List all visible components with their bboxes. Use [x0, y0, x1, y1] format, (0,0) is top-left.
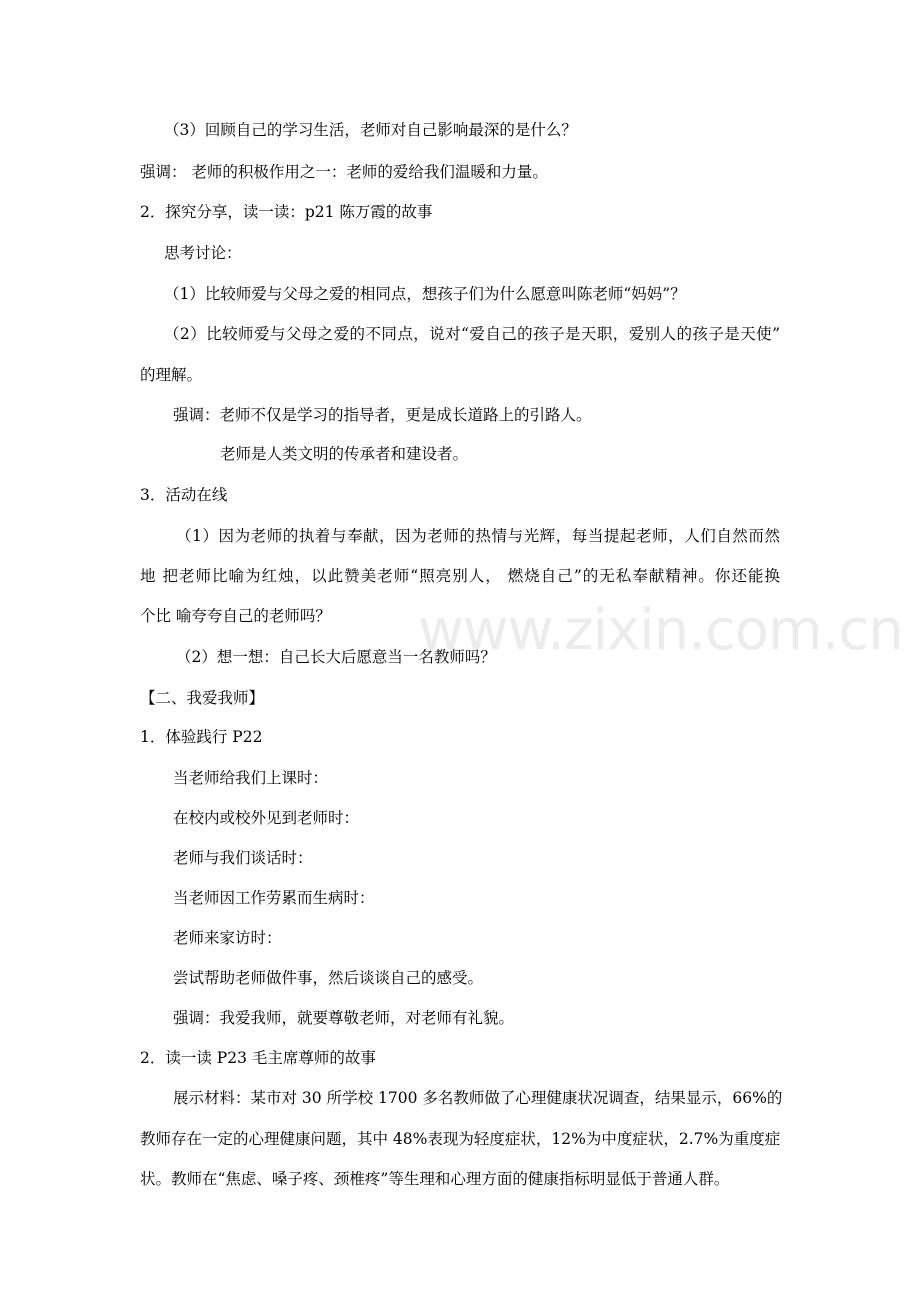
material-paragraph-line-2: 教师存在一定的心理健康问题，其中 48%表现为轻度症状，12%为中度症状，2.7%为重度症 — [140, 1130, 781, 1148]
emphasis-line-1: 强调： 老师的积极作用之一：老师的爱给我们温暖和力量。 — [140, 163, 548, 181]
material-paragraph-line-3: 状。教师在“焦虑、嗓子疼、颈椎疼”等生理和心理方面的健康指标明显低于普通人群。 — [140, 1170, 730, 1188]
discussion-item-2-continued: 的理解。 — [140, 366, 203, 384]
emphasis-line-3: 老师是人类文明的传承者和建设者。 — [220, 445, 469, 463]
activity-item-1: （1）因为老师的执着与奉献，因为老师的热情与光辉，每当提起老师，人们自然而然 — [176, 527, 780, 545]
discussion-label: 思考讨论： — [164, 244, 242, 262]
activity-item-2: （2）想一想：自己长大后愿意当一名教师吗？ — [176, 648, 496, 666]
practice-item: 当老师因工作劳累而生病时： — [173, 889, 375, 907]
practice-item: 老师来家访时： — [173, 929, 282, 947]
emphasis-line-2: 强调：老师不仅是学习的指导者，更是成长道路上的引路人。 — [173, 406, 592, 424]
practice-item: 当老师给我们上课时： — [173, 769, 329, 787]
practice-item: 在校内或校外见到老师时： — [173, 809, 360, 827]
question-3-line: （3）回顾自己的学习生活，老师对自己影响最深的是什么？ — [164, 121, 577, 139]
practice-heading: 1．体验践行 P22 — [140, 728, 263, 746]
activity-item-1-end: 个比 喻夸夸自己的老师吗？ — [140, 607, 331, 625]
section-2-heading: 2．探究分享，读一读：p21 陈万霞的故事 — [140, 203, 433, 221]
emphasis-line-4: 强调：我爱我师，就要尊敬老师，对老师有礼貌。 — [173, 1009, 515, 1027]
discussion-item-2: （2）比较师爱与父母之爱的不同点，说对“爱自己的孩子是天职，爱别人的孩子是天使” — [164, 325, 780, 343]
practice-item: 尝试帮助老师做件事，然后谈谈自己的感受。 — [173, 969, 484, 987]
watermark: www.zixin.com.cn — [418, 598, 903, 663]
part-two-heading: 【二、我爱我师】 — [140, 689, 265, 707]
practice-item: 老师与我们谈话时： — [173, 849, 313, 867]
activity-item-1-continued: 地 把老师比喻为红烛，以此赞美老师“照亮别人， 燃烧自己”的无私奉献精神。你还能换 — [140, 567, 780, 585]
material-paragraph-line-1: 展示材料：某市对 30 所学校 1700 多名教师做了心理健康状况调查，结果显示，66%的 — [173, 1089, 783, 1107]
discussion-item-1: （1）比较师爱与父母之爱的相同点，想孩子们为什么愿意叫陈老师“妈妈”？ — [164, 285, 686, 303]
section-3-heading: 3．活动在线 — [140, 486, 228, 504]
reading-heading: 2．读一读 P23 毛主席尊师的故事 — [140, 1049, 376, 1067]
